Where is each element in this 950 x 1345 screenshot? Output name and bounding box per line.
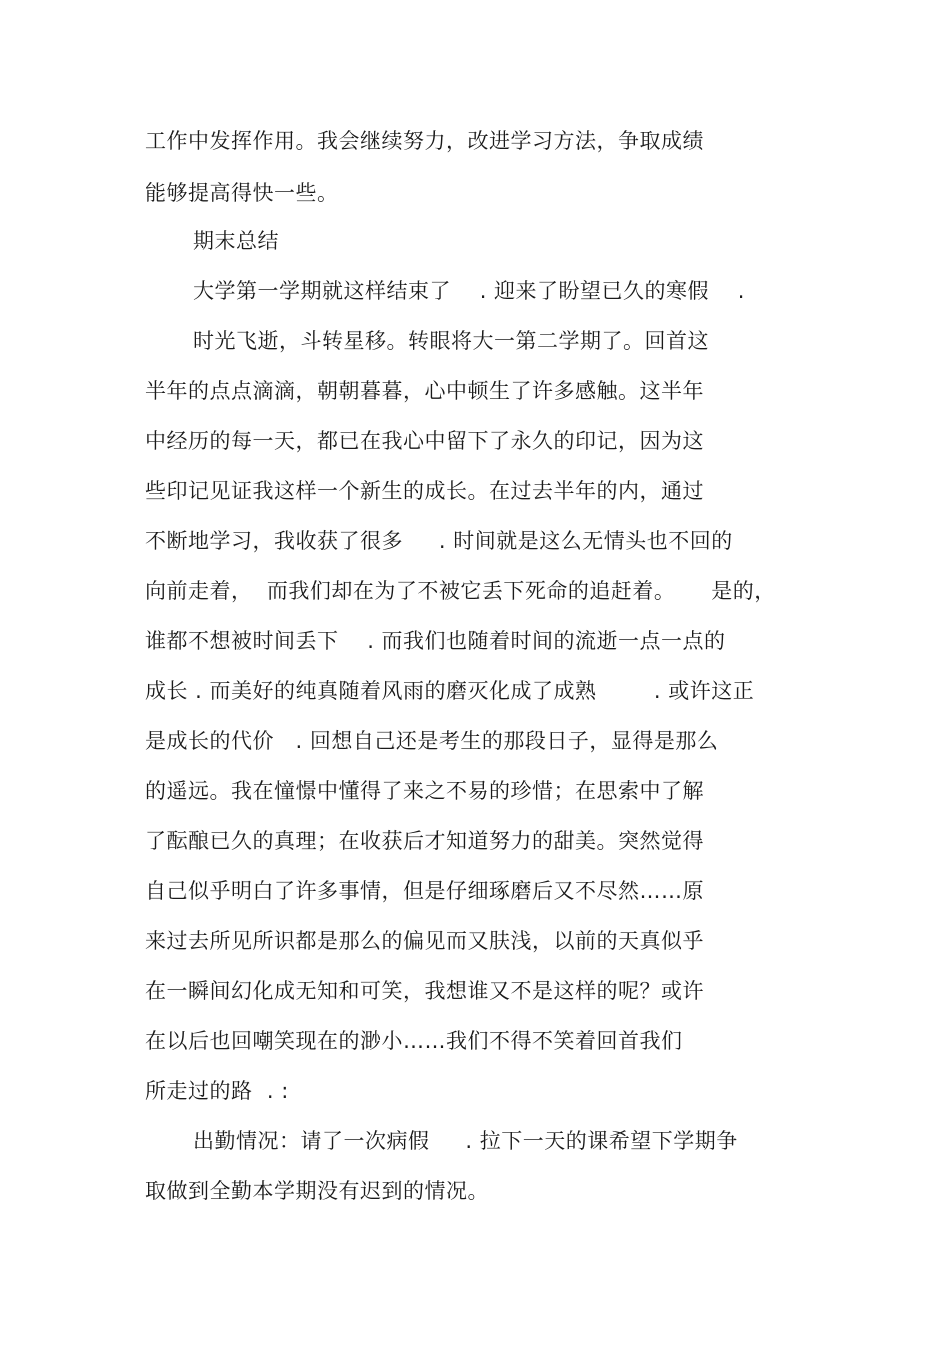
text-line: 中经历的每一天，都已在我心中留下了永久的印记，因为这: [145, 429, 704, 453]
text-line: 来过去所见所识都是那么的偏见而又肤浅，以前的天真似乎: [145, 929, 704, 953]
text-line: 些印记见证我这样一个新生的成长。在过去半年的内，通过: [145, 479, 704, 503]
text-line: 半年的点点滴滴，朝朝暮暮，心中顿生了许多感触。这半年: [145, 379, 704, 403]
text-line: 谁都不想被时间丢下 . 而我们也随着时间的流逝一点一点的: [145, 629, 726, 653]
text-line: 所走过的路 . :: [145, 1079, 289, 1103]
text-line: 取做到全勤本学期没有迟到的情况。: [145, 1179, 489, 1203]
text-line: 成长 . 而美好的纯真随着风雨的磨灭化成了成熟 . 或许这正: [145, 679, 755, 703]
text-line: 时光飞逝，斗转星移。转眼将大一第二学期了。回首这: [193, 329, 709, 353]
text-line: 出勤情况：请了一次病假 . 拉下一天的课希望下学期争: [193, 1129, 738, 1153]
text-line: 在一瞬间幻化成无知和可笑，我想谁又不是这样的呢？或许: [145, 979, 704, 1003]
text-line: 是成长的代价 . 回想自己还是考生的那段日子，显得是那么: [145, 729, 719, 753]
text-line: 能够提高得快一些。: [145, 181, 339, 205]
text-line: 自己似乎明白了许多事情，但是仔细琢磨后又不尽然……原: [145, 879, 704, 903]
text-line: 不断地学习，我收获了很多 . 时间就是这么无情头也不回的: [145, 529, 733, 553]
text-line: 工作中发挥作用。我会继续努力，改进学习方法，争取成绩: [145, 129, 704, 153]
text-line: 了酝酿已久的真理；在收获后才知道努力的甜美。突然觉得: [145, 829, 704, 853]
section-heading: 期末总结: [193, 229, 279, 253]
text-line: 在以后也回嘲笑现在的渺小……我们不得不笑着回首我们: [145, 1029, 683, 1053]
text-line: 的遥远。我在憧憬中懂得了来之不易的珍惜；在思索中了解: [145, 779, 704, 803]
text-line: 大学第一学期就这样结束了 . 迎来了盼望已久的寒假 .: [193, 279, 745, 303]
text-line: 向前走着， 而我们却在为了不被它丢下死命的追赶着。 是的，: [145, 579, 776, 603]
